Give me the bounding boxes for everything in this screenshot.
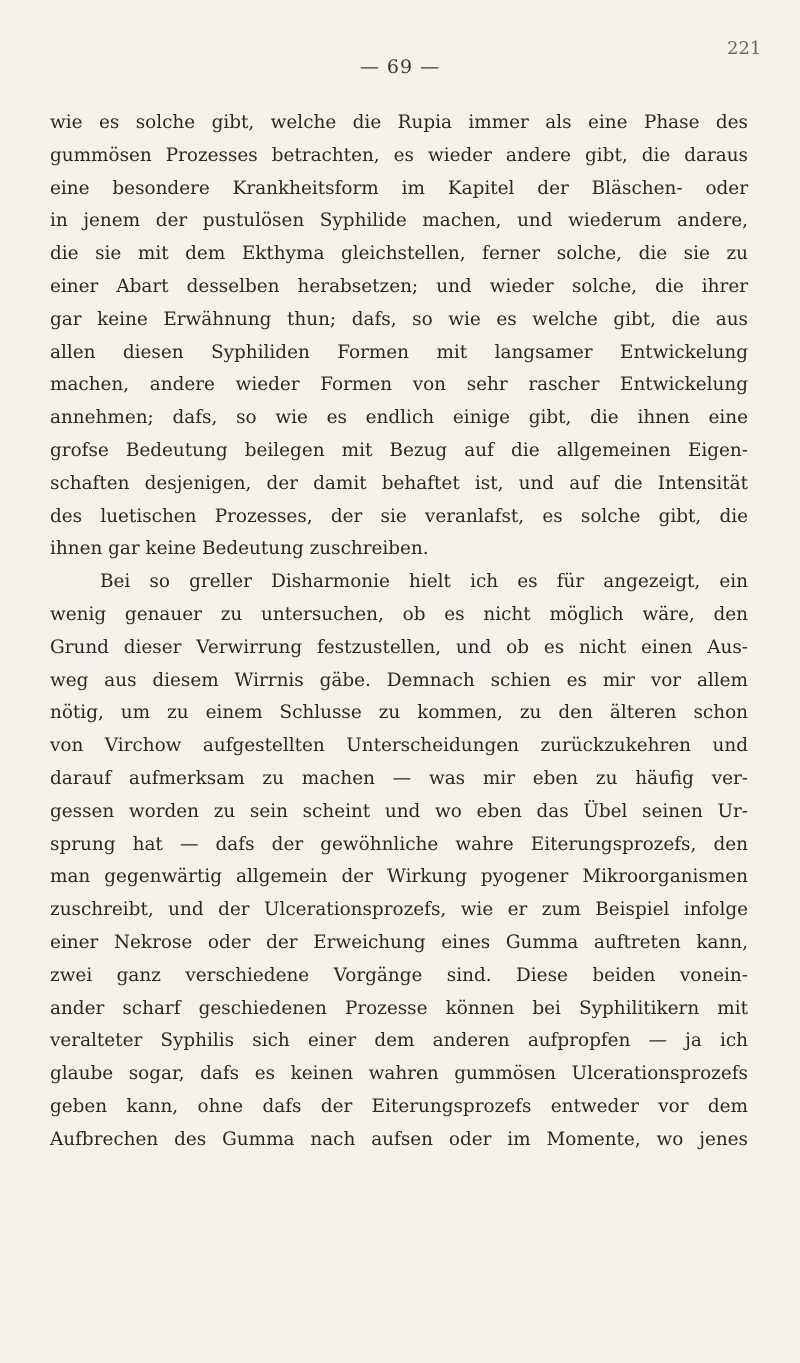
- text-line: die sie mit dem Ekthyma gleichstellen, ferner solche, die sie zu: [50, 243, 748, 265]
- text-line: Grund dieser Verwirrung festzustellen, und ob es nicht einen Aus-: [50, 636, 748, 658]
- text-line: gessen worden zu sein scheint und wo eben das Übel seinen Ur-: [50, 800, 748, 822]
- text-line: gummösen Prozesses betrachten, es wieder andere gibt, die daraus: [50, 144, 748, 166]
- text-line: machen, andere wieder Formen von sehr rascher Entwickelung: [50, 374, 748, 396]
- text-line: darauf aufmerksam zu machen — was mir eben zu häufig ver-: [50, 767, 748, 789]
- text-line: allen diesen Syphiliden Formen mit langsamer Entwickelung: [50, 341, 748, 363]
- text-line: nötig, um zu einem Schlusse zu kommen, zu den älteren schon: [50, 702, 748, 724]
- text-line: zwei ganz verschiedene Vorgänge sind. Diese beiden vonein-: [50, 964, 748, 986]
- text-line: von Virchow aufgestellten Unterscheidungen zurückzukehren und: [50, 735, 748, 757]
- text-line: sprung hat — dafs der gewöhnliche wahre Eiterungsprozefs, den: [50, 833, 748, 855]
- text-line: glaube sogar, dafs es keinen wahren gummösen Ulcerationsprozefs: [50, 1063, 748, 1085]
- page-number-alt: 221: [727, 38, 762, 59]
- text-line-paragraph-end: ihnen gar keine Bedeutung zuschreiben.: [50, 538, 429, 560]
- text-line: wie es solche gibt, welche die Rupia immer als eine Phase des: [50, 112, 748, 133]
- text-line-paragraph-start: Bei so greller Disharmonie hielt ich es für angezeigt, ein: [100, 571, 748, 593]
- text-line: Aufbrechen des Gumma nach aufsen oder im Momente, wo jenes: [50, 1128, 748, 1150]
- text-line: eine besondere Krankheitsform im Kapitel der Bläschen- oder: [50, 177, 748, 199]
- text-line: einer Nekrose oder der Erweichung eines Gumma auftreten kann,: [50, 931, 748, 953]
- text-line: schaften desjenigen, der damit behaftet ist, und auf die Intensität: [50, 472, 748, 494]
- text-line: gar keine Erwähnung thun; dafs, so wie es welche gibt, die aus: [50, 308, 748, 330]
- body-text: [50, 107, 748, 1157]
- text-line: wenig genauer zu untersuchen, ob es nicht möglich wäre, den: [50, 603, 748, 625]
- text-line: in jenem der pustulösen Syphilide machen, und wiederum andere,: [50, 210, 748, 232]
- text-line: zuschreibt, und der Ulcerationsprozefs, wie er zum Beispiel infolge: [50, 899, 748, 921]
- text-line: grofse Bedeutung beilegen mit Bezug auf die allgemeinen Eigen-: [50, 439, 748, 461]
- text-line: veralteter Syphilis sich einer dem anderen aufpropfen — ja ich: [50, 1030, 748, 1052]
- text-line: man gegenwärtig allgemein der Wirkung pyogener Mikroorganismen: [50, 866, 748, 888]
- text-line: ander scharf geschiedenen Prozesse können bei Syphilitikern mit: [50, 997, 748, 1019]
- text-line: annehmen; dafs, so wie es endlich einige gibt, die ihnen eine: [50, 407, 748, 429]
- text-line: des luetischen Prozesses, der sie veranlafst, es solche gibt, die: [50, 505, 748, 527]
- page-number: — 69 —: [359, 56, 441, 78]
- text-line: geben kann, ohne dafs der Eiterungsprozefs entweder vor dem: [50, 1095, 748, 1117]
- text-line: einer Abart desselben herabsetzen; und wieder solche, die ihrer: [50, 275, 748, 297]
- text-line: weg aus diesem Wirrnis gäbe. Demnach schien es mir vor allem: [50, 669, 748, 691]
